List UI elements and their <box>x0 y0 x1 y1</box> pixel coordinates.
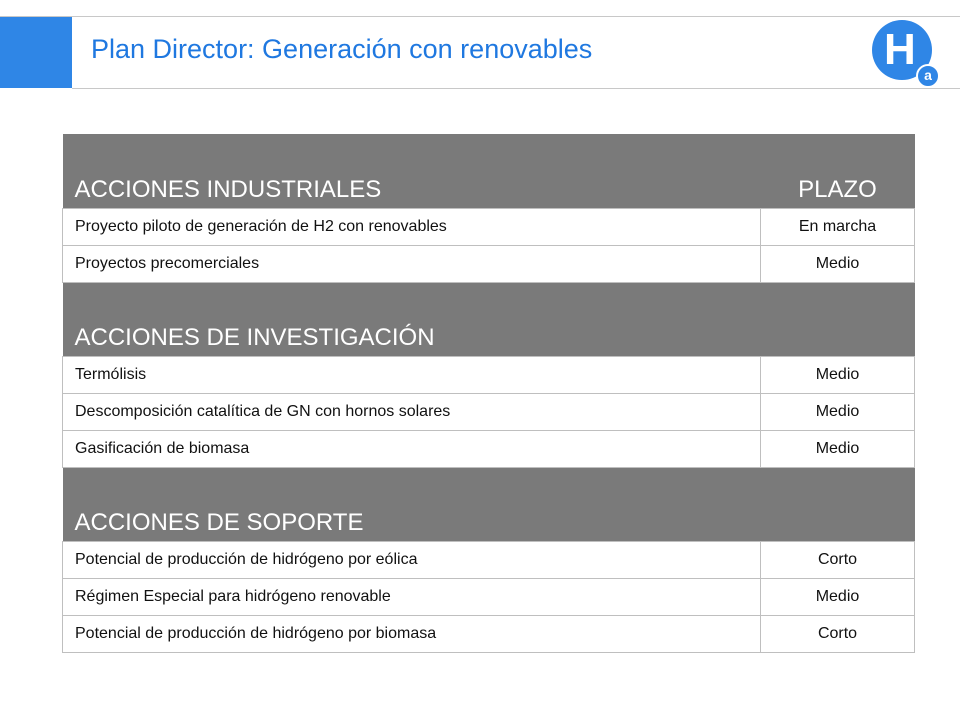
section-header-industrial <box>63 134 915 208</box>
action-cell: Descomposición catalítica de GN con hornos solares <box>63 393 761 430</box>
plazo-cell: Medio <box>761 393 915 430</box>
section-heading: ACCIONES DE INVESTIGACIÓN <box>63 282 761 356</box>
section-heading-spacer <box>761 467 915 541</box>
table-row <box>63 208 915 245</box>
actions-table <box>62 134 915 653</box>
table-row <box>63 245 915 282</box>
action-cell: Régimen Especial para hidrógeno renovable <box>63 578 761 615</box>
section-header-soporte <box>63 467 915 541</box>
table-row <box>63 393 915 430</box>
section-header-investigacion <box>63 282 915 356</box>
plazo-cell: En marcha <box>761 208 915 245</box>
section-heading: ACCIONES INDUSTRIALES <box>63 134 761 208</box>
table-row <box>63 430 915 467</box>
table-row <box>63 578 915 615</box>
action-cell: Proyectos precomerciales <box>63 245 761 282</box>
logo-letter: H <box>884 25 916 74</box>
plazo-cell: Corto <box>761 541 915 578</box>
section-heading-spacer <box>761 282 915 356</box>
header-accent-block <box>0 17 72 88</box>
header-top-rule <box>0 16 960 17</box>
plazo-cell: Corto <box>761 615 915 652</box>
page-title: Plan Director: Generación con renovables <box>91 34 593 64</box>
plazo-cell: Medio <box>761 430 915 467</box>
logo-sub-badge <box>916 64 940 88</box>
section-heading: ACCIONES DE SOPORTE <box>63 467 761 541</box>
table-row <box>63 541 915 578</box>
action-cell: Potencial de producción de hidrógeno por biomasa <box>63 615 761 652</box>
action-cell: Termólisis <box>63 356 761 393</box>
plazo-cell: Medio <box>761 245 915 282</box>
action-cell: Proyecto piloto de generación de H2 con renovables <box>63 208 761 245</box>
action-cell: Potencial de producción de hidrógeno por eólica <box>63 541 761 578</box>
plazo-cell: Medio <box>761 356 915 393</box>
table-row <box>63 615 915 652</box>
plazo-heading: PLAZO <box>761 134 915 208</box>
plazo-cell: Medio <box>761 578 915 615</box>
action-cell: Gasificación de biomasa <box>63 430 761 467</box>
logo-sub-letter: a <box>924 67 932 83</box>
table-row <box>63 356 915 393</box>
header-bottom-rule <box>72 88 960 89</box>
logo <box>872 20 940 88</box>
